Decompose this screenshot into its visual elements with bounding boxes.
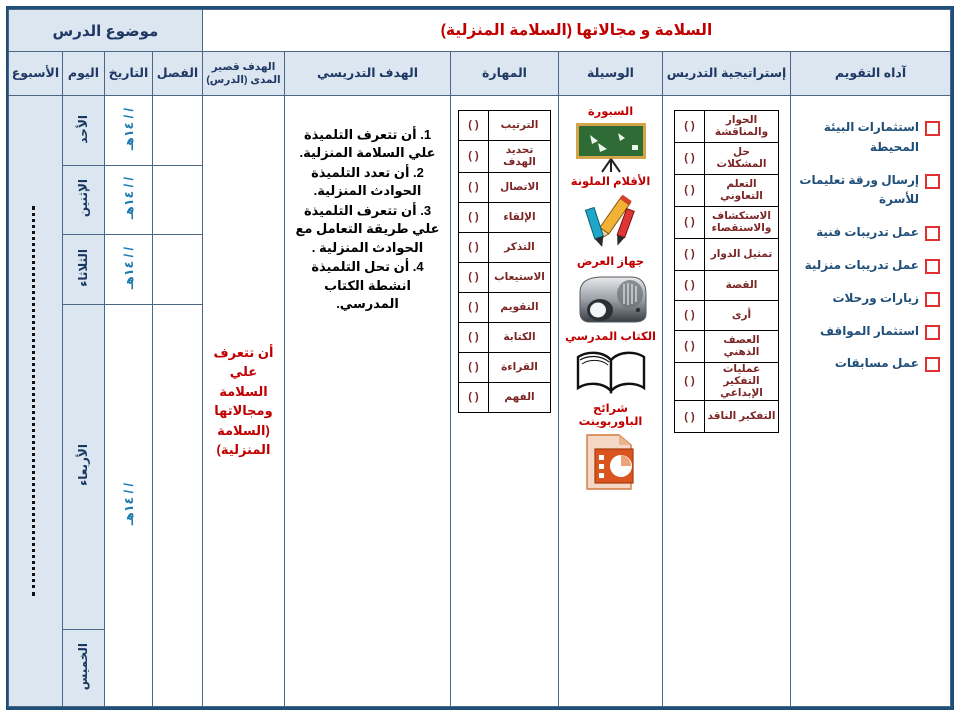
strategy-row[interactable] (675, 401, 779, 433)
skill-row[interactable] (459, 323, 551, 353)
media-list (559, 96, 662, 499)
skill-row[interactable] (459, 111, 551, 141)
lesson-plan-table (8, 9, 951, 707)
objective-list (285, 96, 450, 323)
date-value: / / ١٤هـ (121, 482, 136, 526)
checkbox-icon[interactable] (925, 325, 940, 340)
skill-label: الاتصال (489, 173, 551, 203)
checkbox-icon[interactable] (925, 121, 940, 136)
strategy-label: القصة (705, 271, 779, 301)
day-cell (62, 96, 104, 166)
lesson-title: السلامة و مجالاتها (السلامة المنزلية) (202, 10, 950, 52)
objective-number: 1. (420, 127, 432, 142)
checkbox-icon[interactable] (925, 259, 940, 274)
day-cell (62, 235, 104, 305)
strategy-row[interactable] (675, 301, 779, 331)
objective-item (293, 258, 442, 313)
evaluation-item[interactable] (797, 354, 940, 374)
objective-item (293, 202, 442, 257)
day-value: الأربعاء (76, 444, 91, 487)
short-goal-cell (202, 96, 284, 707)
date-cell[interactable] (104, 305, 152, 707)
day-value: الخميس (76, 642, 91, 690)
skill-row[interactable] (459, 141, 551, 173)
day-cell (62, 629, 104, 706)
objective-number: 3. (420, 202, 432, 218)
strategy-checkbox[interactable]: ( ) (675, 331, 705, 363)
skill-checkbox[interactable]: ( ) (459, 323, 489, 353)
header-strategy: إستراتيجية التدريس (663, 52, 791, 96)
objective-text: أن تحل التلميذة انشطة الكتاب المدرسي. (311, 259, 413, 312)
media-label: جهاز العرض (576, 256, 645, 269)
evaluation-item-label: عمل تدريبات منزلية (804, 257, 919, 272)
evaluation-item[interactable] (797, 322, 940, 342)
strategy-label: حل المشكلات (705, 143, 779, 175)
strategy-row[interactable] (675, 271, 779, 301)
evaluation-item[interactable] (797, 171, 940, 211)
media-label: شرائح الباوربوينت (578, 402, 643, 429)
checkbox-icon[interactable] (925, 174, 940, 189)
strategy-label: التفكير الناقد (705, 401, 779, 433)
short-goal-text: أن تتعرف علي السلامة ومجالاتها (السلامة المنزلية) (213, 344, 274, 457)
strategy-checkbox[interactable]: ( ) (675, 271, 705, 301)
objective-text: أن تعدد التلميذة الحوادث المنزلية. (311, 164, 422, 199)
week-divider-dots (32, 206, 35, 596)
colored-pens-icon (575, 191, 647, 253)
header-week: الأسبوع (8, 52, 62, 96)
strategy-label: تمثيل الدوار (705, 239, 779, 271)
strategy-label: أرى (705, 301, 779, 331)
checkbox-icon[interactable] (925, 357, 940, 372)
header-day: اليوم (62, 52, 104, 96)
strategy-row[interactable] (675, 175, 779, 207)
header-short-goal: الهدف قصير المدى (الدرس) (202, 52, 284, 96)
skill-checkbox[interactable]: ( ) (459, 353, 489, 383)
date-value: / / ١٤هـ (121, 247, 136, 290)
strategy-row[interactable] (675, 363, 779, 401)
evaluation-item-label: استثمار المواقف (820, 323, 919, 338)
date-value: / / ١٤هـ (121, 107, 136, 150)
skill-checkbox[interactable]: ( ) (459, 203, 489, 233)
skill-row[interactable] (459, 203, 551, 233)
header-evaluation: آداه التقويم (791, 52, 951, 96)
header-date: التاريخ (104, 52, 152, 96)
strategy-checkbox[interactable]: ( ) (675, 301, 705, 331)
date-cell[interactable] (104, 235, 152, 305)
skill-grid-wrap (451, 96, 558, 413)
skill-label: الاستيعاب (489, 263, 551, 293)
skill-checkbox[interactable]: ( ) (459, 173, 489, 203)
day-value: الإثنين (76, 179, 91, 218)
skill-label: التذكر (489, 233, 551, 263)
skill-row[interactable] (459, 353, 551, 383)
skill-checkbox[interactable]: ( ) (459, 141, 489, 173)
checkbox-icon[interactable] (925, 292, 940, 307)
strategy-checkbox[interactable]: ( ) (675, 239, 705, 271)
classroom-cell[interactable] (152, 235, 202, 305)
skill-grid (458, 110, 551, 413)
classroom-cell[interactable] (152, 165, 202, 235)
classroom-cell[interactable] (152, 96, 202, 166)
strategy-checkbox[interactable]: ( ) (675, 111, 705, 143)
evaluation-item[interactable] (797, 289, 940, 309)
skill-row[interactable] (459, 233, 551, 263)
strategy-row[interactable] (675, 239, 779, 271)
strategy-grid (674, 110, 779, 433)
header-objective: الهدف التدريسي (285, 52, 451, 96)
skill-checkbox[interactable]: ( ) (459, 383, 489, 413)
strategy-row[interactable] (675, 111, 779, 143)
skill-label: الترتيب (489, 111, 551, 141)
strategy-row[interactable] (675, 331, 779, 363)
strategy-checkbox[interactable]: ( ) (675, 207, 705, 239)
strategy-label: عمليات التفكير الإبداعي (705, 363, 779, 401)
header-skill: المهارة (451, 52, 559, 96)
media-label: السبورة (587, 106, 634, 118)
lesson-plan-table-frame (6, 6, 954, 710)
banner-row (8, 10, 950, 52)
skill-row[interactable] (459, 383, 551, 413)
week-cell (8, 96, 62, 707)
strategy-row[interactable] (675, 207, 779, 239)
evaluation-item-label: إرسال ورقة تعليمات للأسرة (799, 172, 919, 207)
day-value: الأحد (76, 114, 91, 144)
powerpoint-icon (579, 431, 643, 493)
objective-text: أن تتعرف التلميذة علي السلامة المنزلية. (299, 127, 436, 161)
evaluation-item-label: استثمارات البيئة المحيطة (823, 120, 919, 154)
strategy-checkbox[interactable]: ( ) (675, 363, 705, 401)
evaluation-item-label: عمل تدريبات فنية (816, 225, 919, 240)
skill-cell (451, 96, 559, 707)
day-value: الثلاثاء (76, 249, 91, 288)
skill-row[interactable] (459, 263, 551, 293)
evaluation-item[interactable] (797, 256, 940, 276)
strategy-grid-wrap (663, 96, 790, 433)
skill-checkbox[interactable]: ( ) (459, 293, 489, 323)
objective-item (293, 164, 442, 201)
date-value: / / ١٤هـ (121, 177, 136, 220)
lesson-subject-label: موضوع الدرس (8, 10, 202, 52)
strategy-cell (663, 96, 791, 707)
header-classroom: الفصل (152, 52, 202, 96)
evaluation-cell (791, 96, 951, 707)
skill-label: تحديد الهدف (489, 141, 551, 173)
skill-label: الإلقاء (489, 203, 551, 233)
skill-checkbox[interactable]: ( ) (459, 233, 489, 263)
evaluation-item[interactable] (797, 223, 940, 243)
objective-cell (285, 96, 451, 707)
strategy-label: العصف الذهني (705, 331, 779, 363)
projector-icon (570, 272, 652, 328)
blackboard-icon (572, 121, 650, 173)
strategy-label: التعلم التعاوني (705, 175, 779, 207)
open-book-icon (571, 346, 651, 400)
evaluation-item-label: زيارات ورحلات (832, 290, 919, 305)
classroom-cell[interactable] (152, 305, 202, 707)
evaluation-item-label: عمل مسابقات (834, 356, 919, 371)
objective-item (293, 126, 442, 163)
skill-checkbox[interactable]: ( ) (459, 263, 489, 293)
skill-label: الفهم (489, 383, 551, 413)
skill-row[interactable] (459, 173, 551, 203)
media-label: الكتاب المدرسي (565, 330, 656, 343)
media-cell (559, 96, 663, 707)
skill-label: التقويم (489, 293, 551, 323)
strategy-checkbox[interactable]: ( ) (675, 401, 705, 433)
objective-number: 4. (412, 259, 424, 275)
checkbox-icon[interactable] (925, 226, 940, 241)
header-media: الوسيلة (559, 52, 663, 96)
evaluation-list (791, 96, 950, 384)
strategy-checkbox[interactable]: ( ) (675, 143, 705, 175)
skill-row[interactable] (459, 293, 551, 323)
objective-number: 2. (413, 164, 424, 180)
day-cell (62, 305, 104, 630)
skill-label: الكتابة (489, 323, 551, 353)
date-cell[interactable] (104, 165, 152, 235)
strategy-label: الاستكشاف والاستقصاء (705, 207, 779, 239)
strategy-checkbox[interactable]: ( ) (675, 175, 705, 207)
table-row (8, 96, 950, 166)
strategy-row[interactable] (675, 143, 779, 175)
skill-checkbox[interactable]: ( ) (459, 111, 489, 141)
media-label: الأقلام الملونة (570, 176, 651, 189)
date-cell[interactable] (104, 96, 152, 166)
strategy-label: الحوار والمناقشة (705, 111, 779, 143)
day-cell (62, 165, 104, 235)
objective-text: أن تتعرف التلميذة علي طريقة التعامل مع الحوادث المنزلية . (295, 202, 440, 255)
evaluation-item[interactable] (797, 118, 940, 158)
skill-label: القراءة (489, 353, 551, 383)
column-header-row (8, 52, 950, 96)
